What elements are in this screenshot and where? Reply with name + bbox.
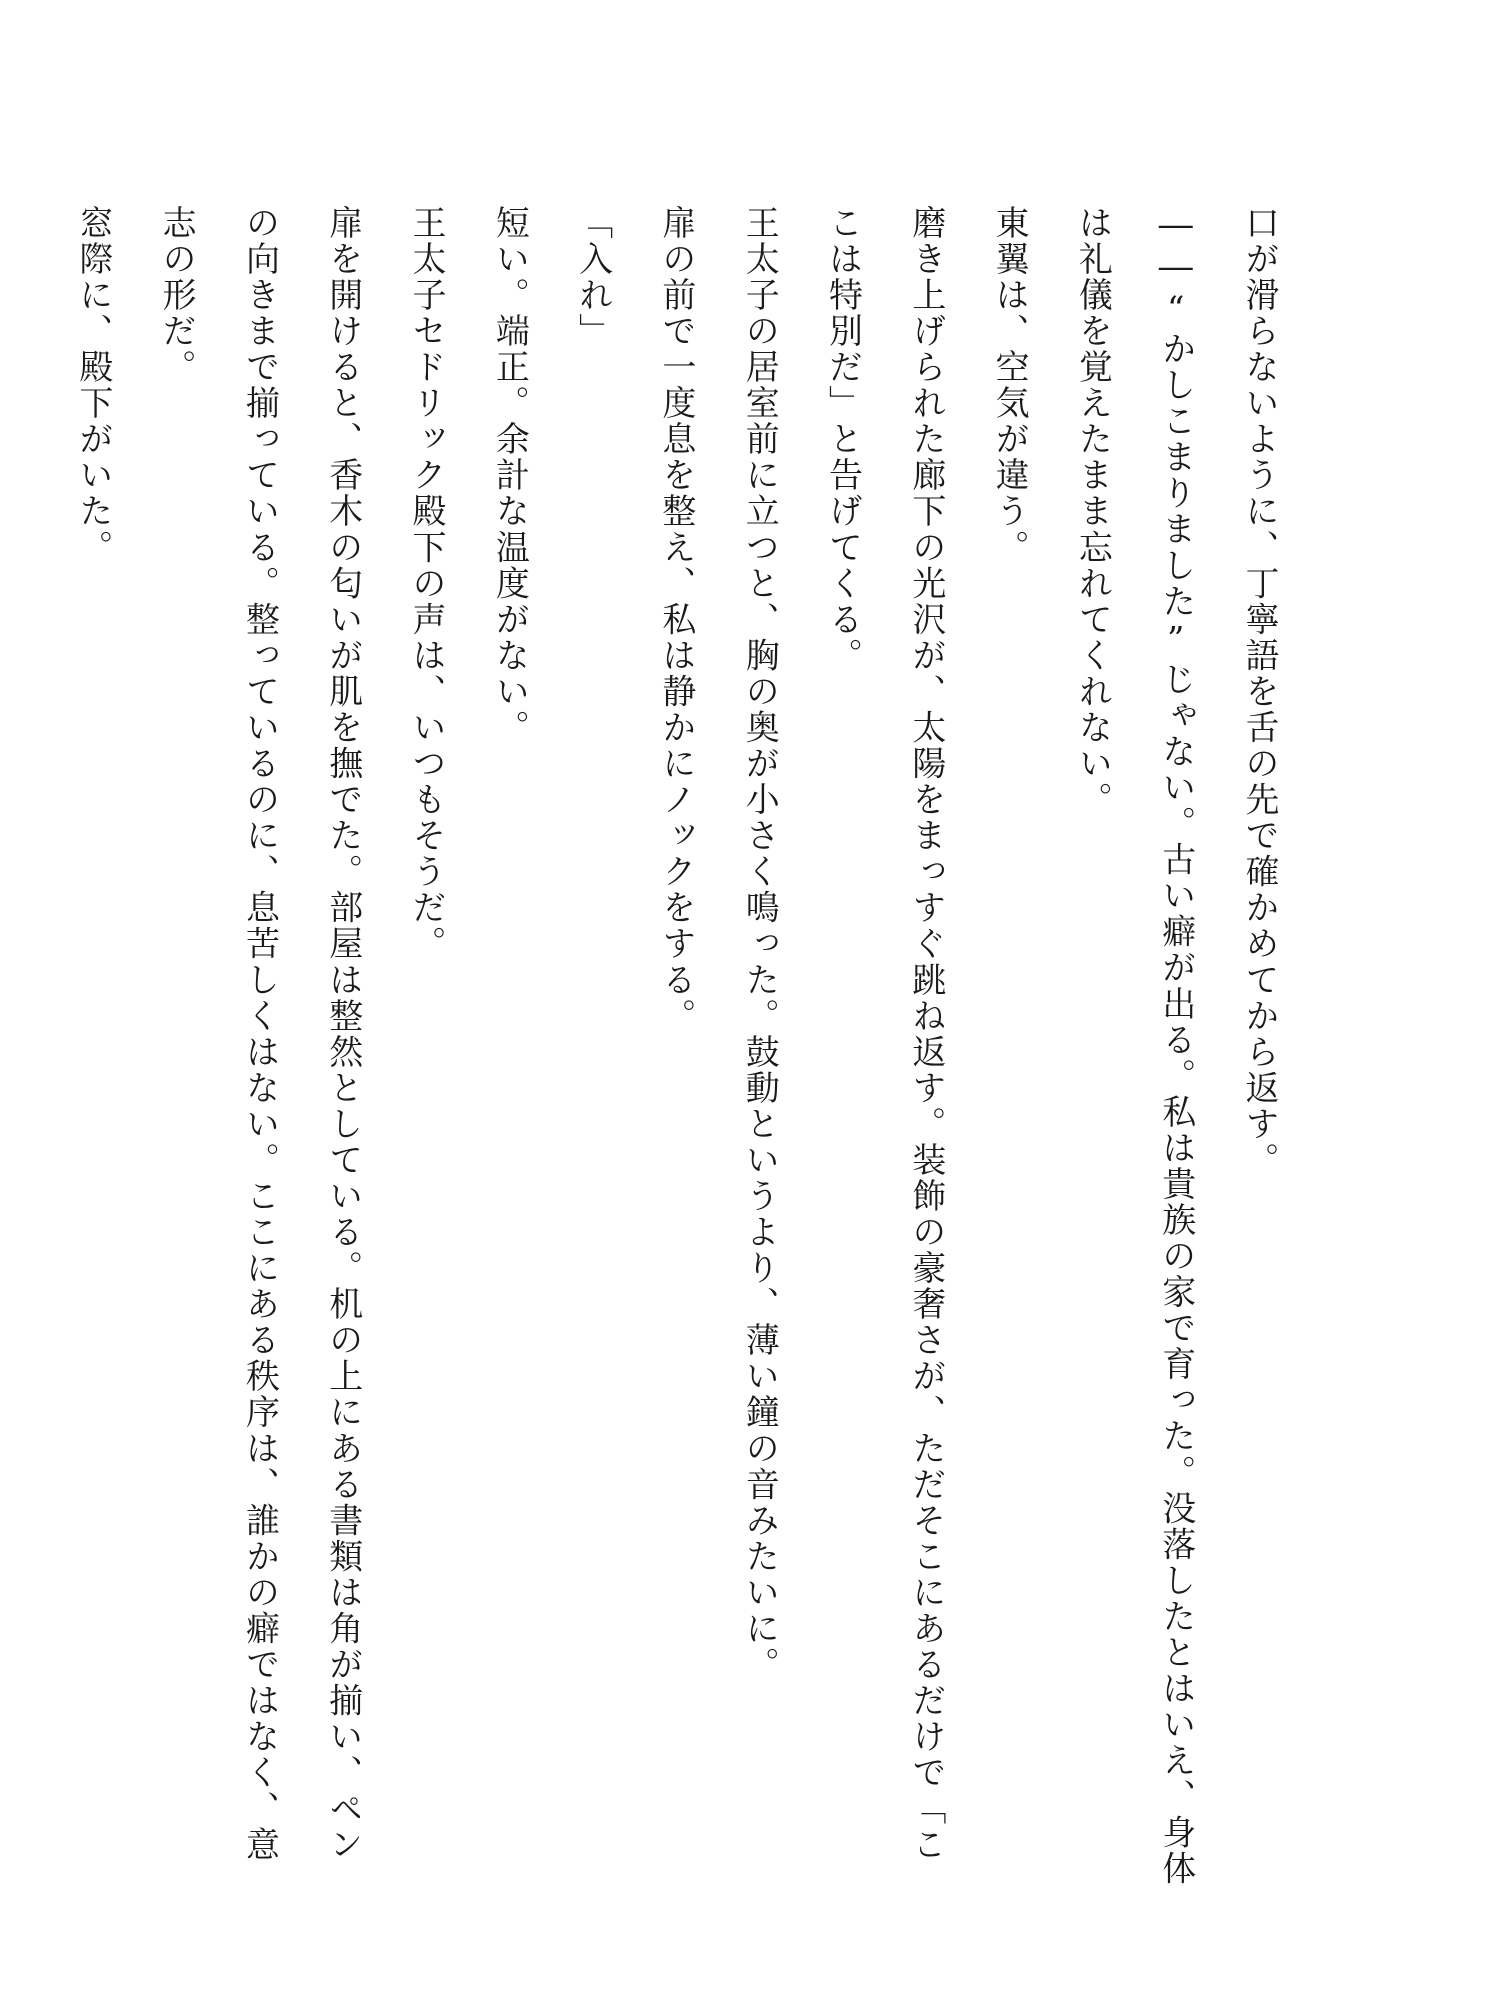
text-line: 東翼は、空気が違う。	[989, 205, 1030, 566]
text-line: の向きまで揃っている。整っているのに、息苦しくはない。ここにある秩序は、誰かの癖ではなく、意	[239, 205, 280, 1863]
text-line: 窓際に、殿下がいた。	[72, 205, 113, 566]
text-line: 王太子セドリック殿下の声は、いつもそうだ。	[406, 205, 447, 962]
vertical-text-body	[72, 205, 1300, 1887]
text-line: ――“かしこまりました”じゃない。古い癖が出る。私は貴族の家で育った。没落したとはいえ、身体	[1155, 205, 1196, 1887]
text-line: 磨き上げられた廊下の光沢が、太陽をまっすぐ跳ね返す。装飾の豪奢さが、ただそこにあるだけで「こ	[905, 205, 946, 1863]
text-line: 口が滑らないように、丁寧語を舌の先で確かめてから返す。	[1239, 205, 1279, 1179]
text-line: 「入れ」	[572, 205, 613, 350]
text-line: 王太子の居室前に立つと、胸の奥が小さく鳴った。鼓動というより、薄い鐘の音みたいに。	[739, 205, 780, 1683]
text-line: 志の形だ。	[156, 205, 197, 386]
text-line: 短い。端正。余計な温度がない。	[489, 205, 530, 746]
text-line: 扉の前で一度息を整え、私は静かにノックをする。	[655, 205, 696, 1034]
text-line: 扉を開けると、香木の匂いが肌を撫でた。部屋は整然としている。机の上にある書類は角が揃い、ペン	[322, 205, 363, 1863]
text-line: こは特別だ」と告げてくる。	[822, 205, 863, 674]
text-line: は礼儀を覚えたまま忘れてくれない。	[1072, 205, 1113, 818]
